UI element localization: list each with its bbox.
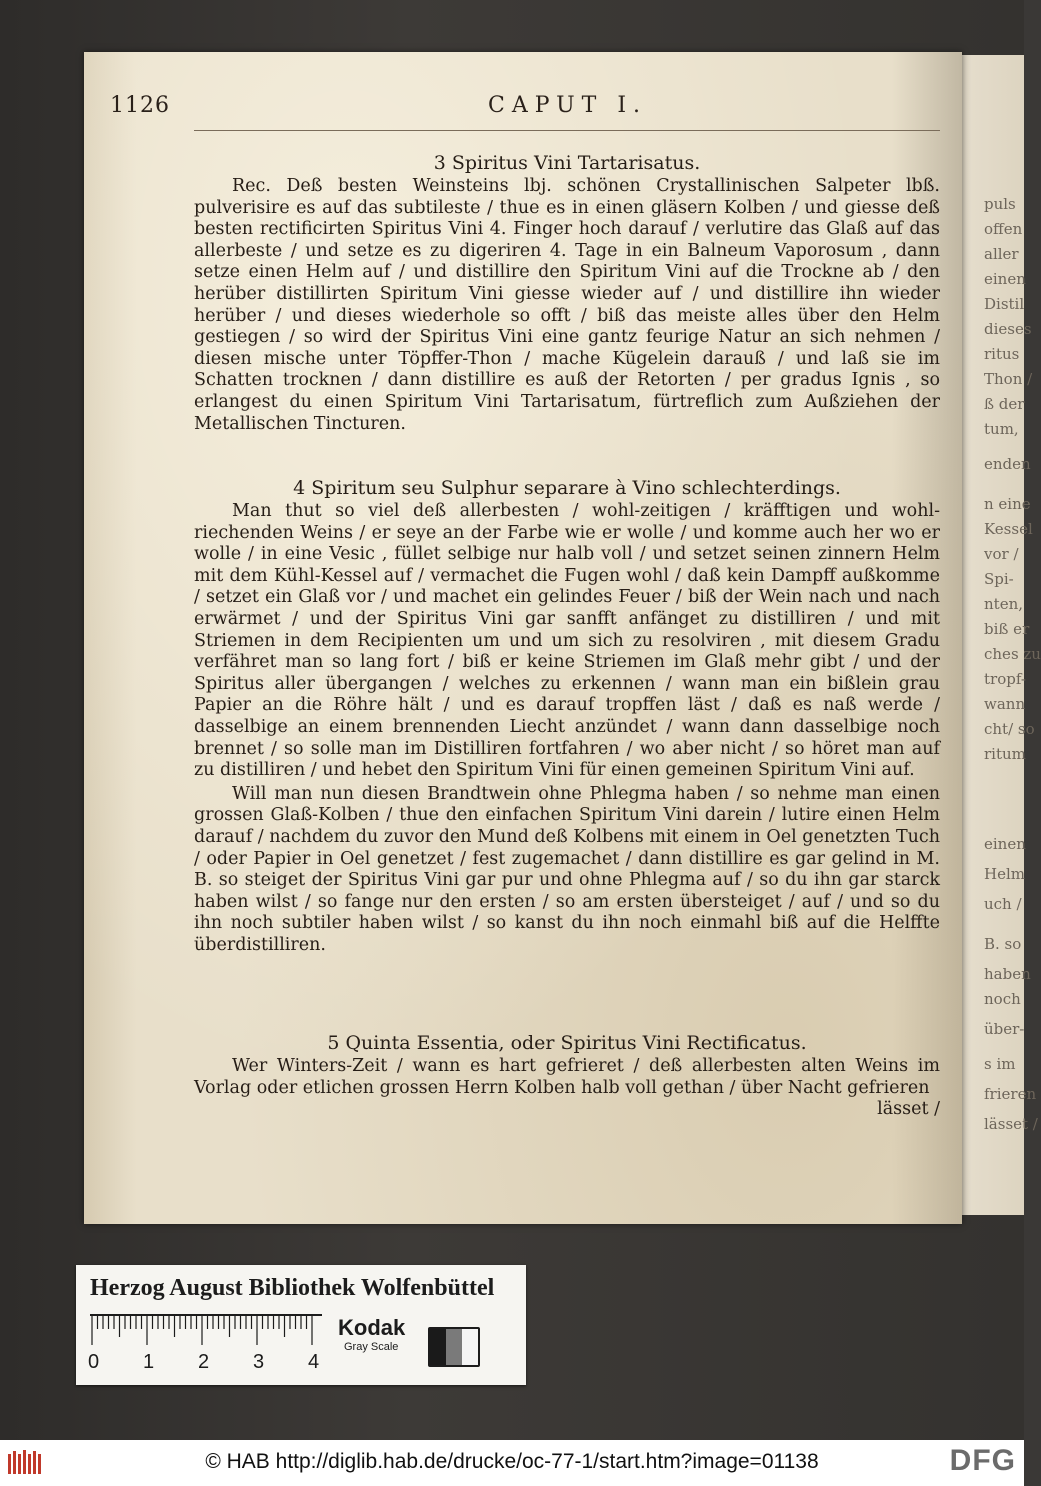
next-page-fragment: nten, (984, 595, 1023, 613)
next-page-fragment: Thon / (984, 370, 1033, 388)
next-page-fragment: aller (984, 245, 1019, 263)
ruler-number: 0 (88, 1351, 100, 1373)
next-page-fragment: haben (984, 965, 1031, 983)
gray-patch (428, 1327, 480, 1367)
ruler-scale (90, 1315, 322, 1347)
ruler-number: 4 (308, 1351, 320, 1373)
copyright-link[interactable]: © HAB http://diglib.hab.de/drucke/oc-77-1/start.htm?image=01138 (205, 1450, 819, 1473)
ruler-number: 2 (198, 1351, 210, 1373)
next-page-fragment: enden (984, 455, 1031, 473)
next-page-fragment: dieses (984, 320, 1032, 338)
next-page-fragment: einen (984, 270, 1026, 288)
next-page-fragment: n eine (984, 495, 1031, 513)
page-number: 1126 (110, 93, 170, 118)
header-rule (194, 130, 940, 131)
institution-name: Herzog August Bibliothek Wolfenbüttel (90, 1275, 495, 1301)
next-page-fragment: puls (984, 195, 1016, 213)
next-page-fragment: B. so (984, 935, 1022, 953)
next-page-fragment: ritus (984, 345, 1020, 363)
section-3 (194, 150, 940, 435)
next-page-fragment: Helm (984, 865, 1025, 883)
footer-bar (0, 1440, 1024, 1486)
section-heading: 5 Quinta Essentia, oder Spiritus Vini Rectificatus. (327, 1032, 807, 1054)
next-page-fragment: einen (984, 835, 1026, 853)
next-page-fragment: uch / (984, 895, 1022, 913)
next-page-fragment: Distil (984, 295, 1025, 313)
next-page-fragment: wann (984, 695, 1026, 713)
section-5 (194, 1030, 940, 1121)
next-page-fragment: offen (984, 220, 1023, 238)
color-calibration-card (76, 1265, 526, 1385)
next-page-fragment: frieren (984, 1085, 1037, 1103)
section-paragraph: Man thut so viel deß allerbesten / wohl-zeitigen / kräfftigen und wohl-riechenden Weins / er seye an der Farbe wie er wolle / und komme auch her wo er wolle / in eine Vesic , füllet selbige nur halb voll / und setzet seinen zinnern Helm mit dem Kühl-Kessel auf / vermachet die Fugen wohl / daß kein Dampff außkomme / setzet ein Glaß vor / und machet ein gelindes Feuer / biß der Wein nach und nach erwärmet / und der Spiritus Vini gar sanfft anfänget zu distilliren / und mit Striemen in dem Recipienten um und um sich zu resolviren , mit diesem Gradu verfähret man so lang fort / biß er keine Striemen im Glaß mehr gibt / und der Spiritus aller übergangen / welches zu erkennen / wann man ein bißlein grau Papier an die Röhre hält / und es darauf tropffen läst / daß es naß werde / dasselbige an einem brennenden Liecht anzündet / wann dann dasselbige noch brennet / so solle man im Distilliren fortfahren / wo aber nicht / so höret man auf zu distilliren / und hebet den Spiritum Vini für einen gemeinen Spiritum Vini auf. (194, 501, 940, 781)
section-heading: 4 Spiritum seu Sulphur separare à Vino schlechterdings. (293, 477, 841, 499)
next-page-fragment: über- (984, 1020, 1025, 1038)
next-page-fragment: ß der (984, 395, 1025, 413)
next-page-fragment: ritum (984, 745, 1026, 763)
kodak-logo: Kodak (338, 1315, 406, 1340)
running-head: CAPUT I. (488, 93, 648, 118)
ruler-numbers (86, 1351, 326, 1377)
ruler-number: 1 (143, 1351, 155, 1373)
next-page-fragment: noch (984, 990, 1021, 1008)
catchword: lässet / (877, 1099, 940, 1120)
ruler-number: 3 (253, 1351, 265, 1373)
next-page-fragment: tropf- (984, 670, 1026, 688)
section-paragraph: Wer Winters-Zeit / wann es hart gefrieret / deß allerbesten alten Weins im Vorlag oder etlichen grossen Herrn Kolben halb voll gethan / über Nacht gefrieren (194, 1056, 940, 1098)
gray-scale-label: Gray Scale (344, 1341, 399, 1353)
next-page-fragment: lässet / (984, 1115, 1038, 1133)
dfg-logo: DFG (949, 1444, 1016, 1477)
section-paragraph: Rec. Deß besten Weinsteins lbj. schönen Crystallinischen Salpeter lbß. pulverisire es auf das subtileste / thue es in einen gläsern Kolben / und giesse deß besten rectificirten Spiritus Vini 4. Finger hoch darauf / verlutire das Glaß auf das allerbeste / und setze es zu digeriren 4. Tage in ein Balneum Vaporosum , dann setze einen Helm auf / und distillire den Spiritum Vini auf die Trockne ab / den herüber distillirten Spiritum Vini giesse wieder auf / und distillire ihn wieder herüber / und dieses wiederhole so offt / biß das meiste alles über den Helm gestiegen / so wird der Spiritus Vini eine gantz feurige Natur an sich nehmen / diesen mische unter Töpffer-Thon / mache Kügelein darauß / und laß sie im Schatten trocknen / dann distillire es auß der Retorten / per gradus Ignis , so erlangest du einen Spiritum Vini Tartarisatum, fürtreflich zum Außziehen der Metallischen Tincturen. (194, 176, 940, 434)
next-page-fragment: Spi- (984, 570, 1014, 588)
section-heading: 3 Spiritus Vini Tartarisatus. (433, 152, 701, 174)
section-4 (194, 475, 940, 956)
next-page-fragment: s im (984, 1055, 1016, 1073)
next-page-fragment: vor / (984, 545, 1019, 563)
next-page-fragment: tum, (984, 420, 1019, 438)
next-page-fragment: Kessel (984, 520, 1033, 538)
next-page-fragment: biß er (984, 620, 1030, 638)
section-paragraph: Will man nun diesen Brandtwein ohne Phlegma haben / so nehme man einen grossen Glaß-Kolben / thue den einfachen Spiritum Vini darein / lutire einen Helm darauf / nachdem du zuvor den Mund deß Kolbens mit einem in Oel genetzten Tuch / oder Papier in Oel genetzet / fest zugemachet / dann distillire es gar gelind in M. B. so steiget der Spiritus Vini gar pur und ohne Phlegma auf / so du ihn gar starck haben wilst / so fange nur den ersten / so am ersten übersteiget / auf / und so du ihn noch subtiler haben wilst / so kanst du ihn noch einmahl biß auf die Helffte überdistilliren. (194, 783, 940, 955)
next-page-fragment: cht/ so (984, 720, 1035, 738)
next-page-fragment: ches zu (984, 645, 1041, 663)
